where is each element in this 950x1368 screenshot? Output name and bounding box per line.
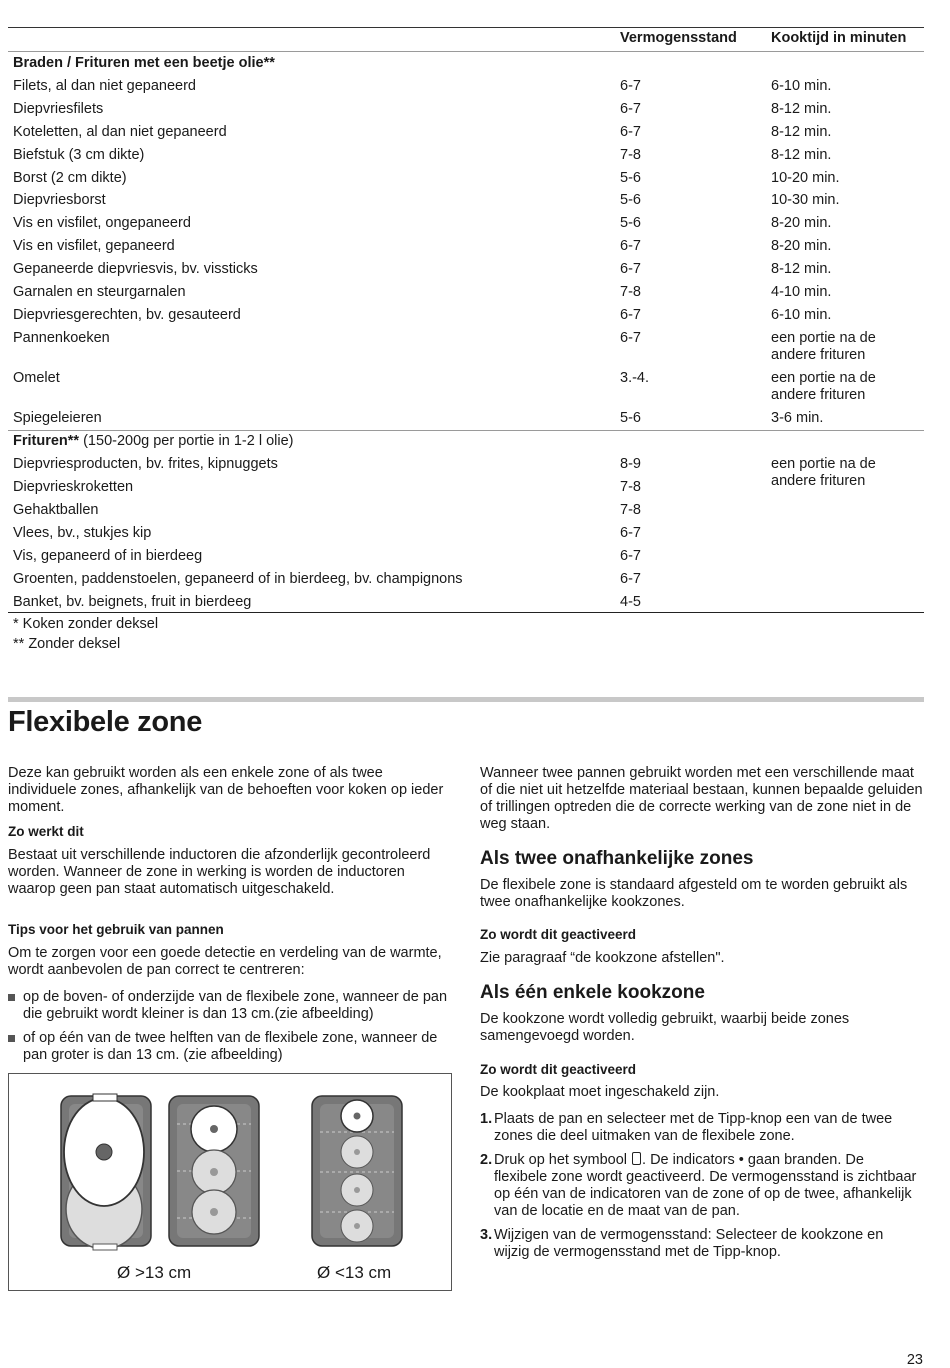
row-level: 5-6: [620, 170, 641, 186]
two-zones-activate-title: Zo wordt dit geactiveerd: [480, 927, 637, 942]
row-level: 7-8: [620, 479, 641, 495]
group2-time: een portie na de andere frituren: [771, 456, 876, 489]
row-item: Gehaktballen: [13, 502, 99, 518]
table-bottom-rule: [8, 612, 924, 613]
footnote-1: * Koken zonder deksel: [13, 616, 159, 632]
row-time: 6-10 min.: [771, 78, 832, 94]
tips-text: Om te zorgen voor een goede detectie en verdeling van de warmte, wordt aanbevolen de pan correct te centreren:: [8, 945, 442, 978]
table-top-rule: [8, 27, 924, 28]
footnote-2: ** Zonder deksel: [13, 636, 121, 652]
row-item: Spiegeleieren: [13, 410, 102, 426]
row-level: 5-6: [620, 192, 641, 208]
how-title: Zo werkt dit: [8, 824, 84, 839]
group-title-braden: Braden / Frituren met een beetje olie**: [13, 55, 275, 71]
step-text: [494, 1152, 920, 1220]
row-time: 4-10 min.: [771, 284, 832, 300]
table-group-rule: [8, 430, 924, 431]
bullet-text: op de boven- of onderzijde van de flexibele zone, wanneer de pan die gebruikt wordt kleiner is dan 13 cm.(zie afbeelding): [23, 989, 448, 1022]
row-time: 8-20 min.: [771, 238, 832, 254]
row-item: Banket, bv. beignets, fruit in bierdeeg: [13, 594, 252, 610]
row-time: 8-12 min.: [771, 124, 832, 140]
row-item: Vis en visfilet, ongepaneerd: [13, 215, 191, 231]
row-level: 6-7: [620, 238, 641, 254]
step-number: 2.: [480, 1152, 493, 1168]
row-time: 6-10 min.: [771, 307, 832, 323]
section-divider: [8, 697, 924, 702]
row-item: Vis, gepaneerd of in bierdeeg: [13, 548, 203, 564]
row-item: Garnalen en steurgarnalen: [13, 284, 186, 300]
bullet-text: of op één van de twee helften van de flexibele zone, wanneer de pan groter is dan 13 cm. (zie afbeelding): [23, 1030, 438, 1063]
two-zones-activate-text: Zie paragraaf “de kookzone afstellen".: [480, 950, 725, 966]
row-item: Omelet: [13, 370, 60, 386]
figure-label-large: Ø >13 cm: [117, 1263, 192, 1282]
row-level: 6-7: [620, 307, 641, 323]
header-cooking-time: Kooktijd in minuten: [771, 30, 907, 46]
row-item: Diepvriesborst: [13, 192, 106, 208]
heading-two-zones: Als twee onafhankelijke zones: [480, 848, 754, 869]
row-item: Vis en visfilet, gepaneerd: [13, 238, 175, 254]
header-power-level: Vermogensstand: [620, 30, 737, 46]
group-title-frituren: [13, 433, 293, 450]
row-time: 10-20 min.: [771, 170, 840, 186]
single-zone-activate-text: De kookplaat moet ingeschakeld zijn.: [480, 1084, 720, 1100]
row-level: 7-8: [620, 284, 641, 300]
row-level: 4-5: [620, 594, 641, 610]
row-level: 6-7: [620, 525, 641, 541]
row-level: 6-7: [620, 78, 641, 94]
row-item: Filets, al dan niet gepaneerd: [13, 78, 196, 94]
step-text: Wijzigen van de vermogensstand: Selecteer de kookzone en wijzig de vermogensstand met de Tipp-knop.: [494, 1227, 884, 1260]
step-number: 1.: [480, 1111, 493, 1127]
row-level: 8-9: [620, 456, 641, 472]
row-level: 6-7: [620, 124, 641, 140]
row-level: 7-8: [620, 147, 641, 163]
row-item: Diepvrieskroketten: [13, 479, 134, 495]
group-title-frituren-bold: Frituren**: [13, 433, 80, 449]
pan-placement-figure: [8, 1073, 452, 1291]
flex-zone-symbol-icon: [632, 1152, 641, 1165]
row-level: 7-8: [620, 502, 641, 518]
bullet-square-icon: [8, 994, 15, 1001]
pan-placement-illustration: [9, 1074, 451, 1290]
right-intro: Wanneer twee pannen gebruikt worden met een verschillende maat of die niet uit hetzelfde materiaal bestaan, kunnen bepaalde geluiden of trillingen optreden die de correcte werking van de zone niet in de weg staan.: [480, 765, 923, 832]
row-item: Vlees, bv., stukjes kip: [13, 525, 152, 541]
row-time: 8-12 min.: [771, 261, 832, 277]
row-item: Biefstuk (3 cm dikte): [13, 147, 145, 163]
row-item: Diepvriesproducten, bv. frites, kipnuggets: [13, 456, 278, 472]
step-text-a: Druk op het symbool: [494, 1152, 632, 1168]
row-time: 10-30 min.: [771, 192, 840, 208]
step-text-b: . De indicators • gaan branden. De flexibele zone wordt geactiveerd. De vermogensstand is zichtbaar op één van de indicatoren van de zone of op de twee, afhankelijk van de locatie en de maat van de pan.: [494, 1152, 917, 1219]
figure-label-small: Ø <13 cm: [317, 1263, 392, 1282]
row-level: 6-7: [620, 101, 641, 117]
single-zone-text: De kookzone wordt volledig gebruikt, waarbij beide zones samengevoegd worden.: [480, 1011, 850, 1044]
row-level: 6-7: [620, 330, 641, 346]
step-text: Plaats de pan en selecteer met de Tipp-knop een van de twee zones die deel uitmaken van de flexibele zone.: [494, 1111, 893, 1144]
row-item: Groenten, paddenstoelen, gepaneerd of in bierdeeg, bv. champignons: [13, 571, 463, 587]
single-zone-activate-title: Zo wordt dit geactiveerd: [480, 1062, 637, 1077]
row-time: 8-12 min.: [771, 101, 832, 117]
step-number: 3.: [480, 1227, 493, 1243]
row-item: Diepvriesfilets: [13, 101, 104, 117]
row-time: een portie na de andere frituren: [771, 330, 876, 363]
row-time: 8-12 min.: [771, 147, 832, 163]
left-intro: Deze kan gebruikt worden als een enkele zone of als twee individuele zones, afhankelijk van de behoeften voor koken op ieder moment.: [8, 765, 444, 815]
row-item: Diepvriesgerechten, bv. gesauteerd: [13, 307, 241, 323]
row-level: 5-6: [620, 215, 641, 231]
heading-single-zone: Als één enkele kookzone: [480, 982, 705, 1003]
section-title: Flexibele zone: [8, 706, 203, 738]
two-zones-text: De flexibele zone is standaard afgesteld om te worden gebruikt als twee onafhankelijke kookzones.: [480, 877, 908, 910]
row-time: een portie na de andere frituren: [771, 370, 876, 403]
row-level: 3.-4.: [620, 370, 650, 386]
row-item: Gepaneerde diepvriesvis, bv. vissticks: [13, 261, 258, 277]
row-time: 8-20 min.: [771, 215, 832, 231]
row-level: 6-7: [620, 261, 641, 277]
row-level: 6-7: [620, 548, 641, 564]
table-header-rule: [8, 51, 924, 52]
row-item: Pannenkoeken: [13, 330, 110, 346]
row-time: 3-6 min.: [771, 410, 824, 426]
row-item: Borst (2 cm dikte): [13, 170, 127, 186]
tips-title: Tips voor het gebruik van pannen: [8, 922, 224, 937]
row-level: 6-7: [620, 571, 641, 587]
page-number: 23: [906, 1352, 923, 1368]
row-level: 5-6: [620, 410, 641, 426]
bullet-square-icon: [8, 1035, 15, 1042]
how-text: Bestaat uit verschillende inductoren die afzonderlijk gecontroleerd worden. Wanneer de zone in werking is worden de inductoren waarop geen pan staat automatisch uitgeschakeld.: [8, 847, 431, 897]
row-item: Koteletten, al dan niet gepaneerd: [13, 124, 227, 140]
group-title-frituren-rest: (150-200g per portie in 1-2 l olie): [79, 433, 294, 449]
